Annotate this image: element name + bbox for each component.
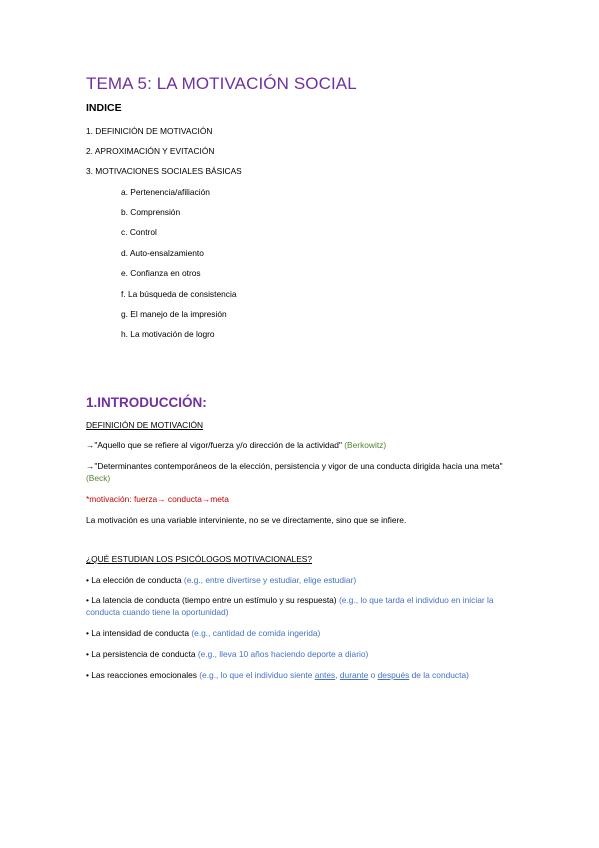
- index-subitem: g. El manejo de la impresión: [121, 309, 227, 319]
- subheading-study: ¿QUÉ ESTUDIAN LOS PSICÓLOGOS MOTIVACIONALES?: [86, 554, 313, 564]
- example-durante: durante: [339, 670, 369, 680]
- index-subitem: a. Pertenencia/afiliación: [121, 187, 210, 197]
- definition-1-author: (Berkowitz): [344, 440, 387, 450]
- definition-2-author: (Beck): [86, 472, 111, 483]
- study-item-text: • La elección de conducta: [86, 575, 182, 585]
- example-despues: después: [377, 670, 410, 680]
- section-heading-introduction: 1.INTRODUCCIÓN:: [86, 395, 207, 410]
- study-item-text: • La latencia de conducta (tiempo entre un estímulo y su respuesta): [86, 595, 337, 605]
- definition-2: [86, 461, 506, 484]
- document-title: TEMA 5: LA MOTIVACIÓN SOCIAL: [86, 74, 357, 93]
- study-item-example: (e.g., cantidad de comida ingerida): [191, 628, 321, 638]
- index-subitem: c. Control: [121, 227, 157, 237]
- study-item: [86, 628, 320, 638]
- index-item: 1. DEFINICIÓN DE MOTIVACIÓN: [86, 126, 213, 136]
- motivation-formula: *motivación: fuerza→ conducta→meta: [86, 494, 229, 504]
- index-subitem: f. La búsqueda de consistencia: [121, 289, 237, 299]
- study-item-text: • La intensidad de conducta: [86, 628, 190, 638]
- example-start: (e.g., lo que el individuo siente: [199, 670, 313, 680]
- study-item-example: (e.g., lleva 10 años haciendo deporte a diario): [197, 649, 369, 659]
- example-sep-comma: ,: [335, 670, 338, 680]
- index-subitem: b. Comprensión: [121, 207, 181, 217]
- definition-1-text: →"Aquello que se refiere al vigor/fuerza y/o dirección de la actividad": [86, 440, 342, 450]
- study-item-example: [199, 670, 469, 680]
- definition-2-text: →"Determinantes contemporáneos de la elección, persistencia y vigor de una conducta dirigida hacia una meta": [86, 461, 503, 471]
- study-item: [86, 595, 506, 618]
- study-item-example: (e.g., entre divertirse y estudiar, elige estudiar): [183, 575, 357, 585]
- study-item-emotional: [86, 670, 469, 680]
- example-antes: antes: [314, 670, 336, 680]
- example-sep-o: o: [370, 670, 376, 680]
- example-end: de la conducta): [411, 670, 469, 680]
- motivation-note: La motivación es una variable interviniente, no se ve directamente, sino que se infiere.: [86, 515, 407, 525]
- index-subitem: h. La motivación de logro: [121, 329, 215, 339]
- study-item-example: (e.g., lo que tarda el individuo en iniciar la conducta cuando tiene la oportunidad): [86, 595, 494, 617]
- study-item-text: • Las reacciones emocionales: [86, 670, 197, 680]
- index-heading: INDICE: [86, 102, 122, 114]
- subheading-definition: DEFINICIÓN DE MOTIVACIÓN: [86, 420, 204, 430]
- index-item: 2. APROXIMACIÓN Y EVITACIÓN: [86, 146, 215, 156]
- index-item: 3. MOTIVACIONES SOCIALES BÁSICAS: [86, 166, 242, 176]
- study-item: [86, 649, 368, 659]
- definition-1: [86, 440, 386, 450]
- study-item: [86, 575, 356, 585]
- index-subitem: d. Auto-ensalzamiento: [121, 248, 204, 258]
- study-item-text: • La persistencia de conducta: [86, 649, 196, 659]
- index-subitem: e. Confianza en otros: [121, 268, 201, 278]
